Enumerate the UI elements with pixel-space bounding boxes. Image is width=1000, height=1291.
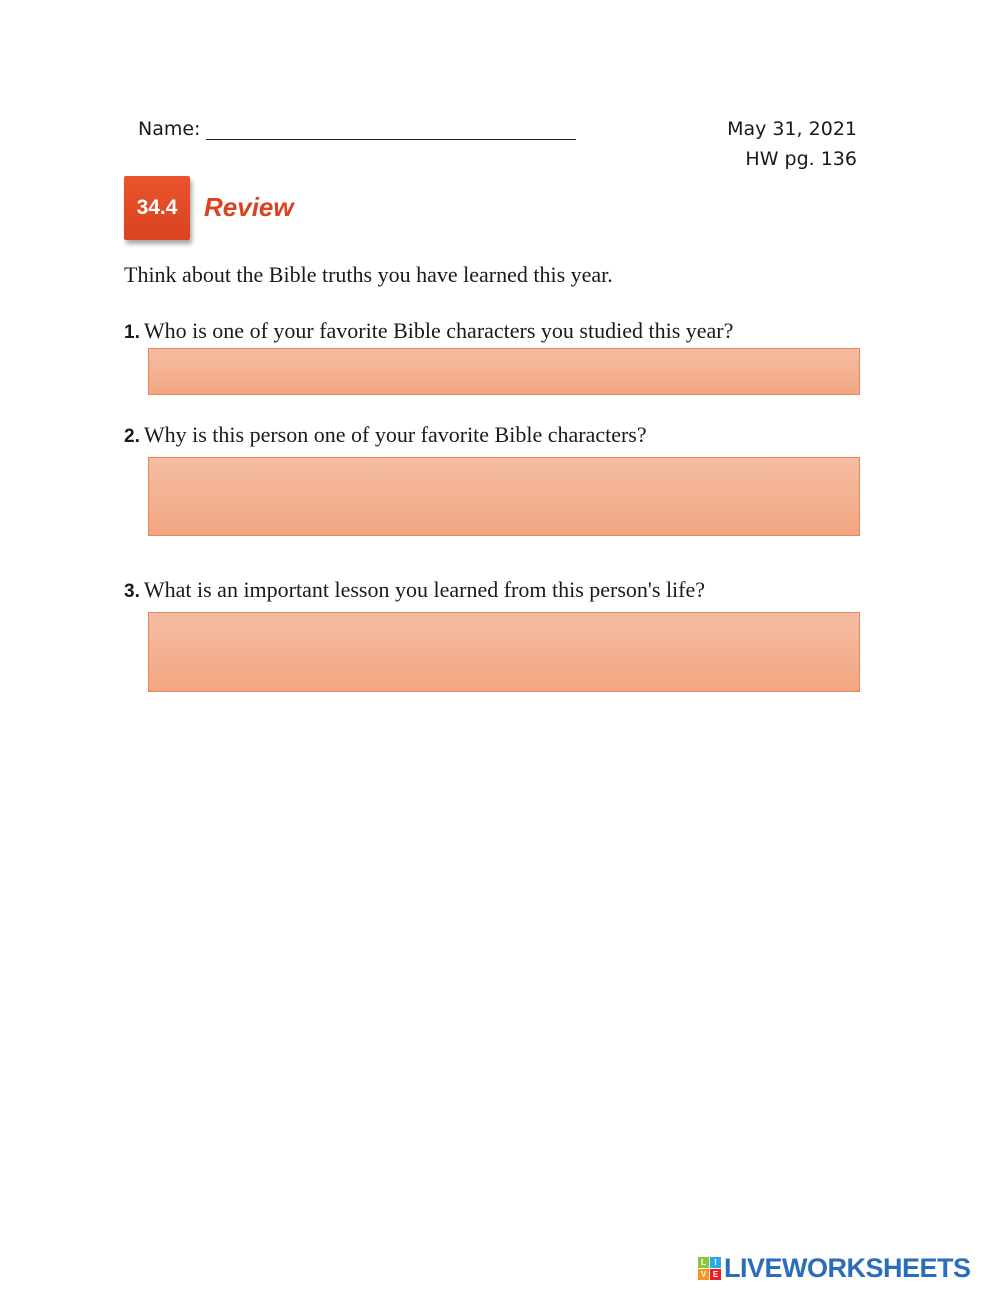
question-1-number: 1. <box>124 322 140 343</box>
question-3 <box>124 577 705 603</box>
logo-text: LIVEWORKSHEETS <box>724 1253 971 1283</box>
question-3-text: What is an important lesson you learned from this person's life? <box>143 577 706 602</box>
question-2-number: 2. <box>124 426 140 447</box>
question-2 <box>124 422 647 448</box>
name-blank-line <box>206 119 576 140</box>
logo-letter-l: L <box>698 1257 709 1268</box>
answer-box-2[interactable] <box>148 457 860 536</box>
question-1 <box>124 318 733 344</box>
logo-grid-icon <box>698 1257 721 1280</box>
question-2-text: Why is this person one of your favorite Bible characters? <box>143 422 647 447</box>
intro-text: Think about the Bible truths you have learned this year. <box>124 262 613 287</box>
liveworksheets-logo <box>698 1253 971 1284</box>
logo-letter-e: E <box>710 1269 721 1280</box>
name-label: Name: <box>138 118 201 140</box>
homework-page-text: HW pg. 136 <box>745 148 857 170</box>
date-text: May 31, 2021 <box>727 118 857 140</box>
logo-letter-i: I <box>710 1257 721 1268</box>
section-title: Review <box>204 192 294 222</box>
answer-box-1[interactable] <box>148 348 860 395</box>
name-field-row <box>138 118 576 140</box>
section-number-badge: 34.4 <box>124 176 190 240</box>
answer-box-3[interactable] <box>148 612 860 692</box>
question-1-text: Who is one of your favorite Bible characters you studied this year? <box>143 318 734 343</box>
logo-letter-v: V <box>698 1269 709 1280</box>
question-3-number: 3. <box>124 581 140 602</box>
